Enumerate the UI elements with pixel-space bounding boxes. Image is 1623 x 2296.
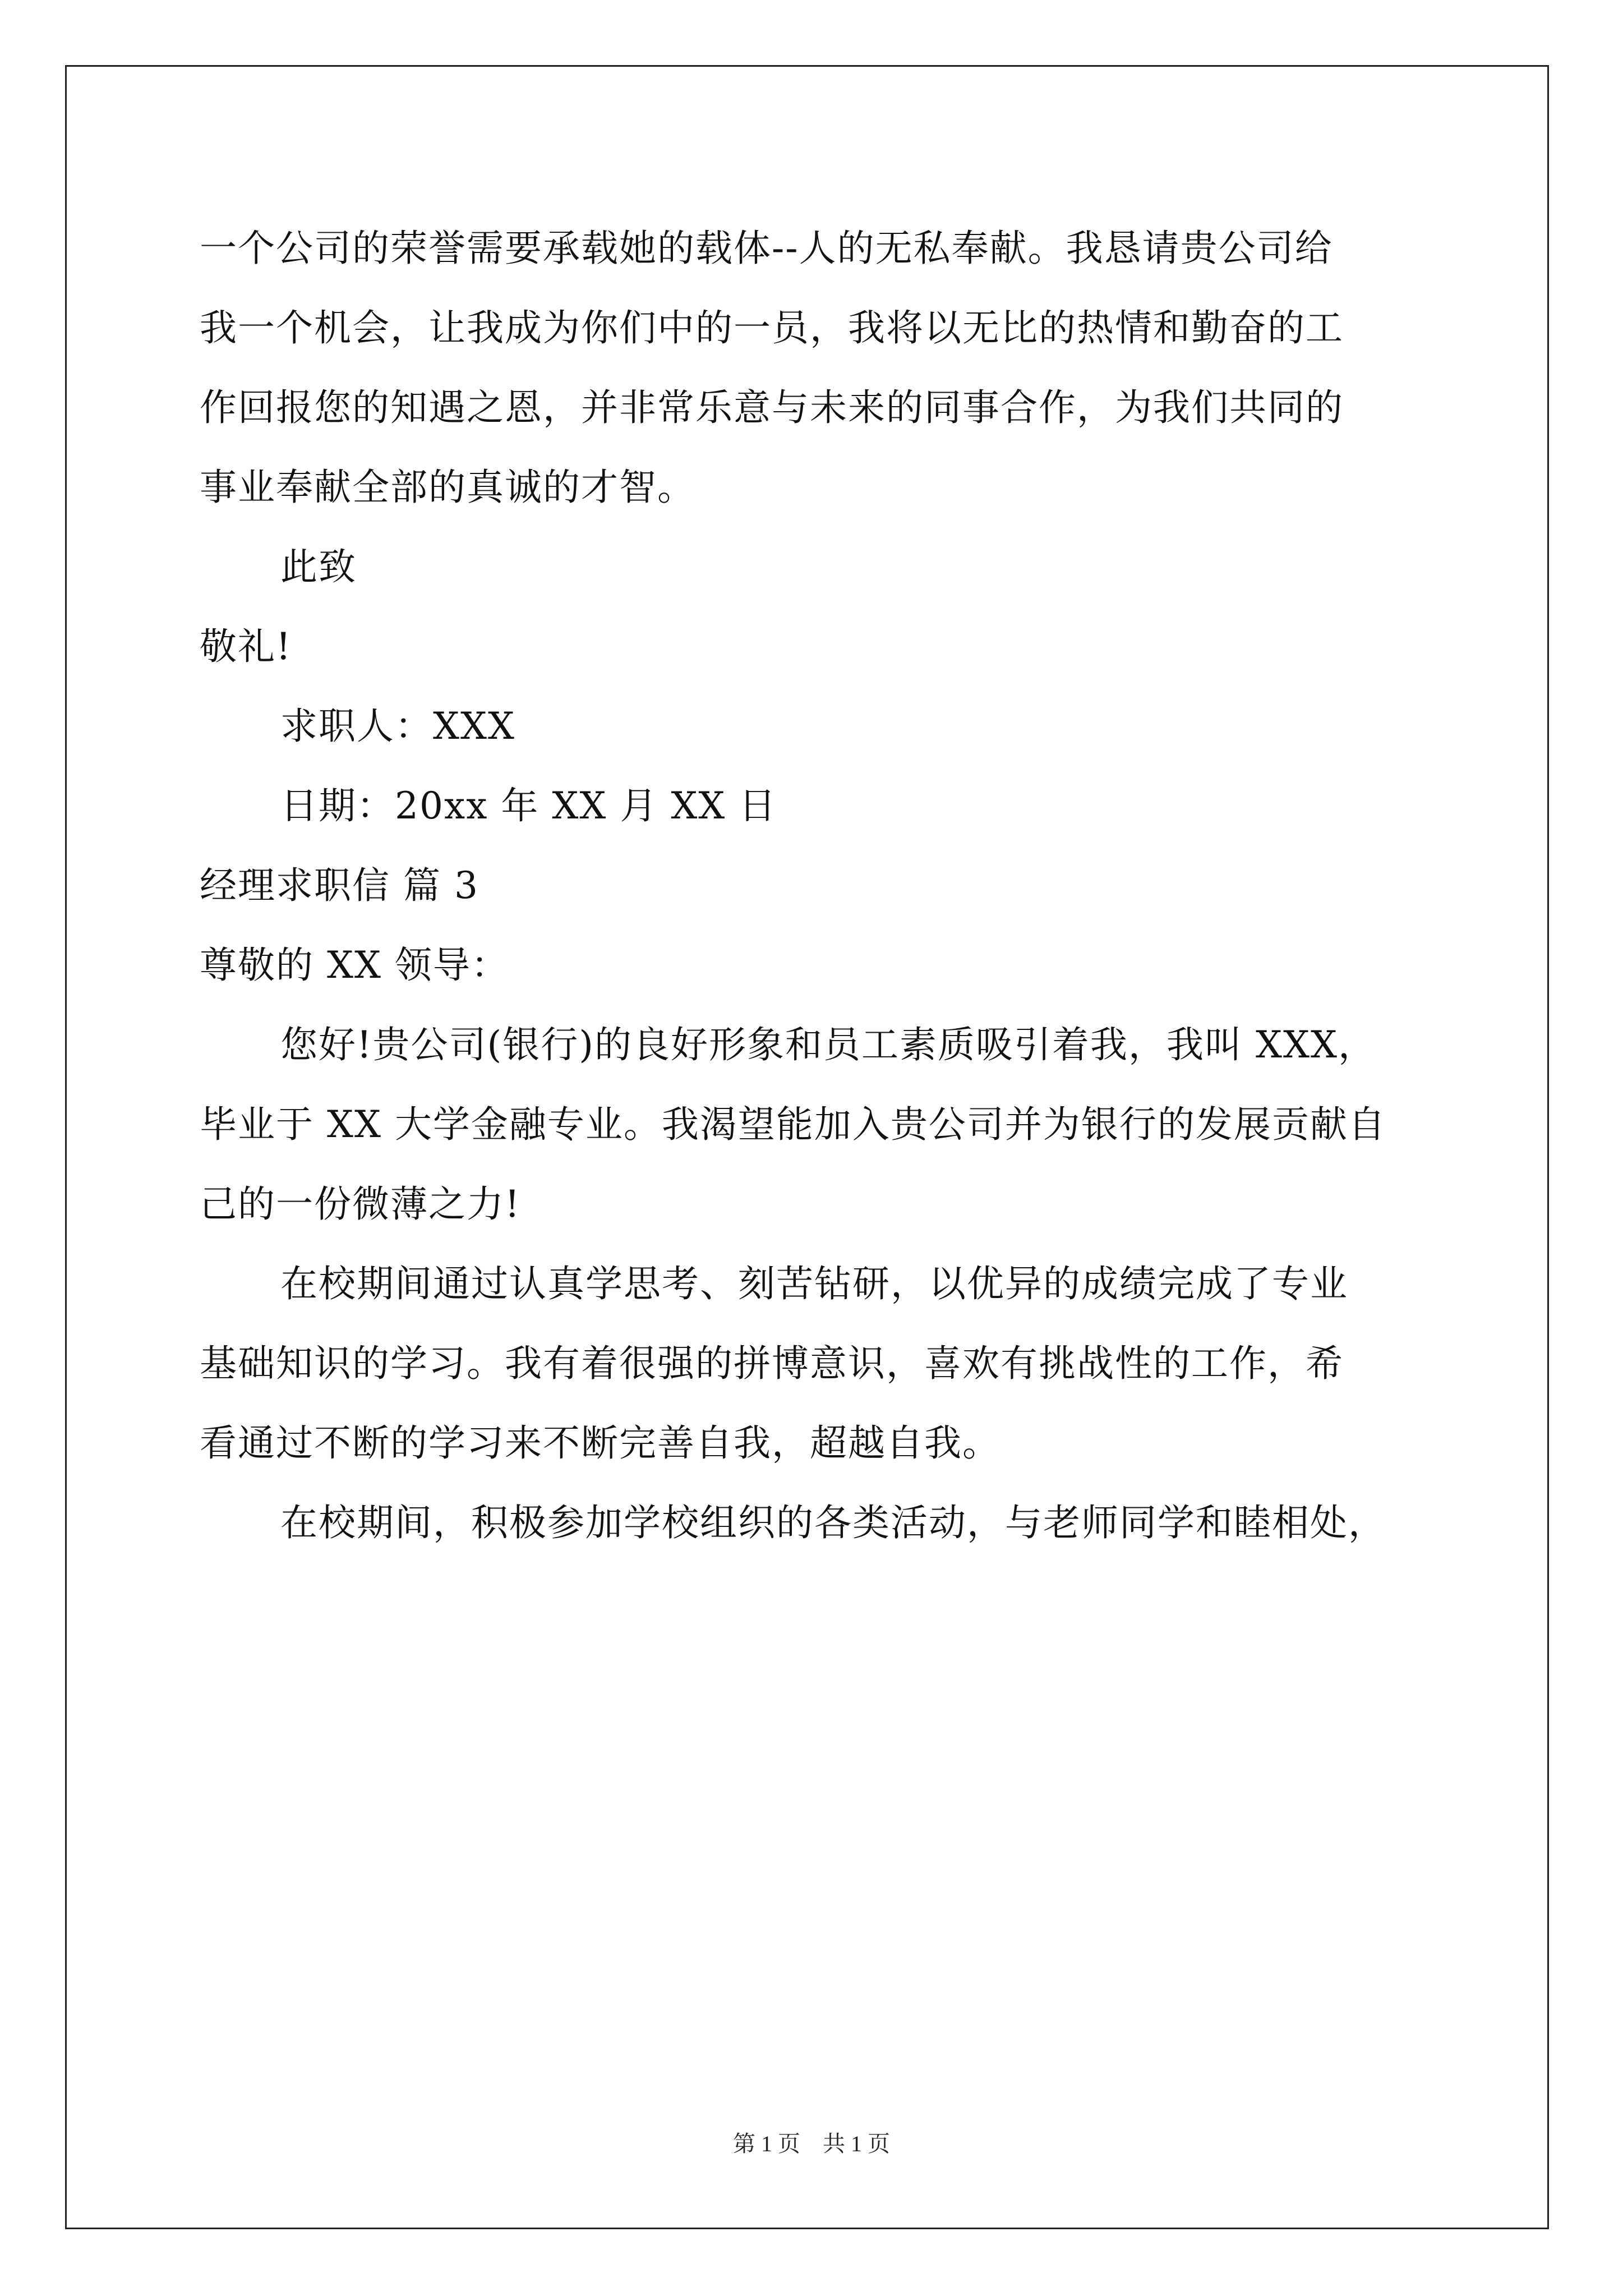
closing-phrase: 此致 (280, 545, 357, 588)
section-heading: 经理求职信 篇 3 (200, 864, 479, 907)
page-number-footer: 第 1 页 共 1 页 (733, 2131, 890, 2156)
applicant-signature: 求职人：XXX (280, 705, 515, 748)
text-line: 一个公司的荣誉需要承载她的载体--人的无私奉献。我恳请贵公司给 (200, 227, 1333, 270)
text-line: 事业奉献全部的真诚的才智。 (200, 466, 695, 509)
text-line: 我一个机会，让我成为你们中的一员，我将以无比的热情和勤奋的工 (200, 306, 1344, 349)
text-line: 作回报您的知遇之恩，并非常乐意与未来的同事合作，为我们共同的 (200, 386, 1344, 429)
greeting-line: 尊敬的 XX 领导： (200, 944, 509, 987)
text-line: 在校期间通过认真学思考、刻苦钻研，以优异的成绩完成了专业 (280, 1262, 1348, 1305)
text-line: 您好!贵公司(银行)的良好形象和员工素质吸引着我，我叫 XXX， (280, 1023, 1376, 1066)
text-line: 看通过不断的学习来不断完善自我，超越自我。 (200, 1421, 1000, 1465)
text-line: 毕业于 XX 大学金融专业。我渴望能加入贵公司并为银行的发展贡献自 (200, 1103, 1386, 1146)
salutation-closing: 敬礼! (200, 625, 292, 668)
text-line: 己的一份微薄之力! (200, 1182, 521, 1226)
date-line: 日期：20xx 年 XX 月 XX 日 (280, 784, 777, 827)
text-line: 在校期间，积极参加学校组织的各类活动，与老师同学和睦相处， (280, 1501, 1386, 1544)
text-line: 基础知识的学习。我有着很强的拼博意识，喜欢有挑战性的工作，希 (200, 1342, 1344, 1385)
